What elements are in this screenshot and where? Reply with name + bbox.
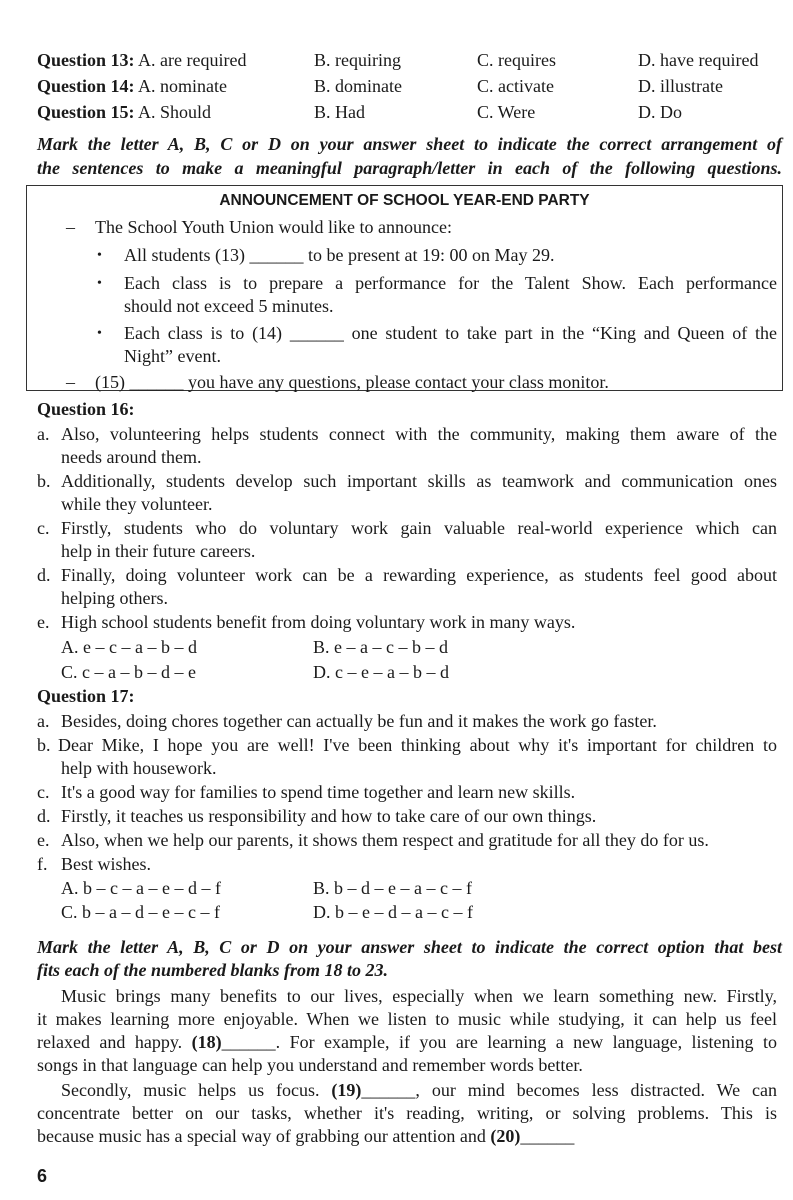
passage-text: ______ <box>520 1126 575 1146</box>
q17-sentence-f: Best wishes. <box>61 854 151 874</box>
q16-sentence-b-line1: Additionally, students develop such important skills as teamwork and communication ones <box>61 471 777 491</box>
answer-row-15 <box>37 100 211 124</box>
question-label: Question 13: <box>37 50 135 70</box>
q17-sentence-d: Firstly, it teaches us responsibility and how to take care of our own things. <box>61 806 597 826</box>
option-c: C. requires <box>477 50 556 70</box>
q16-option-d: D. c – e – a – b – d <box>313 662 449 682</box>
sentence-letter: e. <box>37 612 50 632</box>
option-c: C. activate <box>477 76 554 96</box>
announcement-item-talent-line2: should not exceed 5 minutes. <box>124 296 334 316</box>
q16-sentence-b-line2: while they volunteer. <box>61 494 213 514</box>
instruction-blanks-line2: fits each of the numbered blanks from 18 to 23. <box>37 960 389 980</box>
passage-p1-line4: songs in that language can help you understand and remember words better. <box>37 1055 583 1075</box>
question-17-label: Question 17: <box>37 686 135 706</box>
announcement-item-14-line2: Night” event. <box>124 346 221 366</box>
instruction-arrangement-line1: Mark the letter A, B, C or D on your answer sheet to indicate the correct arrangement of <box>37 134 782 154</box>
q16-sentence-d-line2: helping others. <box>61 588 168 608</box>
q16-sentence-c-line2: help in their future careers. <box>61 541 256 561</box>
passage-p2-line2: concentrate better on our tasks, whether it's reading, writing, or solving problems. This is <box>37 1103 777 1123</box>
sentence-letter: d. <box>37 806 51 826</box>
bullet-icon: • <box>97 248 102 263</box>
option-b: B. dominate <box>314 76 402 96</box>
instruction-arrangement-line2: the sentences to make a meaningful paragraph/letter in each of the following questions. <box>37 158 782 178</box>
passage-text: because music has a special way of grabbing our attention and <box>37 1126 491 1146</box>
question-label: Question 14: <box>37 76 135 96</box>
sentence-letter: b. <box>37 471 51 491</box>
q17-sentence-a: Besides, doing chores together can actually be fun and it makes the work go faster. <box>61 711 657 731</box>
answer-row-14 <box>37 74 227 98</box>
announcement-item-talent-line1: Each class is to prepare a performance for the Talent Show. Each performance <box>124 273 777 293</box>
sentence-letter: b. <box>37 735 51 755</box>
q17-option-d: D. b – e – d – a – c – f <box>313 902 473 922</box>
q16-option-a: A. e – c – a – b – d <box>61 637 197 657</box>
page-number: 6 <box>37 1166 48 1186</box>
sentence-letter: c. <box>37 518 50 538</box>
announcement-closing-15: (15) ______ you have any questions, please contact your class monitor. <box>95 372 609 392</box>
q16-option-b: B. e – a – c – b – d <box>313 637 448 657</box>
blank-18-label: (18) <box>191 1032 222 1052</box>
bullet-icon: • <box>97 326 102 341</box>
option-d: D. have required <box>638 50 759 70</box>
option-a: A. nominate <box>138 76 228 96</box>
sentence-letter: f. <box>37 854 48 874</box>
q17-sentence-e: Also, when we help our parents, it shows them respect and gratitude for all they do for us. <box>61 830 709 850</box>
passage-text: ______, our mind becomes less distracted. We can <box>361 1080 777 1100</box>
q17-sentence-b-line2: help with housework. <box>61 758 217 778</box>
option-b: B. Had <box>314 102 365 122</box>
q16-sentence-d-line1: Finally, doing volunteer work can be a rewarding experience, as students feel good about <box>61 565 777 585</box>
instruction-blanks-line1: Mark the letter A, B, C or D on your answer sheet to indicate the correct option that best <box>37 937 782 957</box>
dash-bullet: – <box>66 217 75 237</box>
passage-p1-line2: it makes learning more enjoyable. When we listen to music while studying, it can help us feel <box>37 1009 777 1029</box>
q17-option-b: B. b – d – e – a – c – f <box>313 878 472 898</box>
question-16-label: Question 16: <box>37 399 135 419</box>
passage-p2-line1 <box>61 1078 777 1102</box>
q17-sentence-c: It's a good way for families to spend time together and learn new skills. <box>61 782 576 802</box>
option-c: C. Were <box>477 102 536 122</box>
option-b: B. requiring <box>314 50 401 70</box>
q17-sentence-b-line1: Dear Mike, I hope you are well! I've been thinking about why it's important for children to <box>58 735 777 755</box>
bullet-icon: • <box>97 276 102 291</box>
option-d: D. Do <box>638 102 682 122</box>
option-d: D. illustrate <box>638 76 723 96</box>
announcement-title: ANNOUNCEMENT OF SCHOOL YEAR-END PARTY <box>219 192 590 209</box>
sentence-letter: e. <box>37 830 50 850</box>
answer-row-13 <box>37 48 246 72</box>
announcement-intro: The School Youth Union would like to announce: <box>95 217 452 237</box>
q16-option-c: C. c – a – b – d – e <box>61 662 196 682</box>
announcement-item-14-line1: Each class is to (14) ______ one student to take part in the “King and Queen of the <box>124 323 777 343</box>
q17-option-c: C. b – a – d – e – c – f <box>61 902 220 922</box>
announcement-item-13: All students (13) ______ to be present at 19: 00 on May 29. <box>124 245 555 265</box>
passage-text: Secondly, music helps us focus. <box>61 1080 332 1100</box>
q16-sentence-a-line2: needs around them. <box>61 447 202 467</box>
q16-sentence-c-line1: Firstly, students who do voluntary work gain valuable real-world experience which can <box>61 518 777 538</box>
sentence-letter: d. <box>37 565 51 585</box>
q17-option-a: A. b – c – a – e – d – f <box>61 878 221 898</box>
option-a: A. are required <box>138 50 247 70</box>
blank-19-label: (19) <box>331 1080 362 1100</box>
sentence-letter: c. <box>37 782 50 802</box>
passage-p2-line3 <box>37 1124 782 1148</box>
sentence-letter: a. <box>37 711 50 731</box>
blank-20-label: (20) <box>490 1126 521 1146</box>
q16-sentence-e: High school students benefit from doing voluntary work in many ways. <box>61 612 576 632</box>
passage-p1-line3 <box>37 1030 777 1054</box>
passage-text: relaxed and happy. <box>37 1032 192 1052</box>
sentence-letter: a. <box>37 424 50 444</box>
q16-sentence-a-line1: Also, volunteering helps students connect with the community, making them aware of the <box>61 424 777 444</box>
passage-text: ______. For example, if you are learning a new language, listening to <box>221 1032 777 1052</box>
dash-bullet: – <box>66 372 75 392</box>
passage-p1-line1: Music brings many benefits to our lives, especially when we learn something new. Firstly, <box>61 986 777 1006</box>
option-a: A. Should <box>138 102 212 122</box>
question-label: Question 15: <box>37 102 135 122</box>
